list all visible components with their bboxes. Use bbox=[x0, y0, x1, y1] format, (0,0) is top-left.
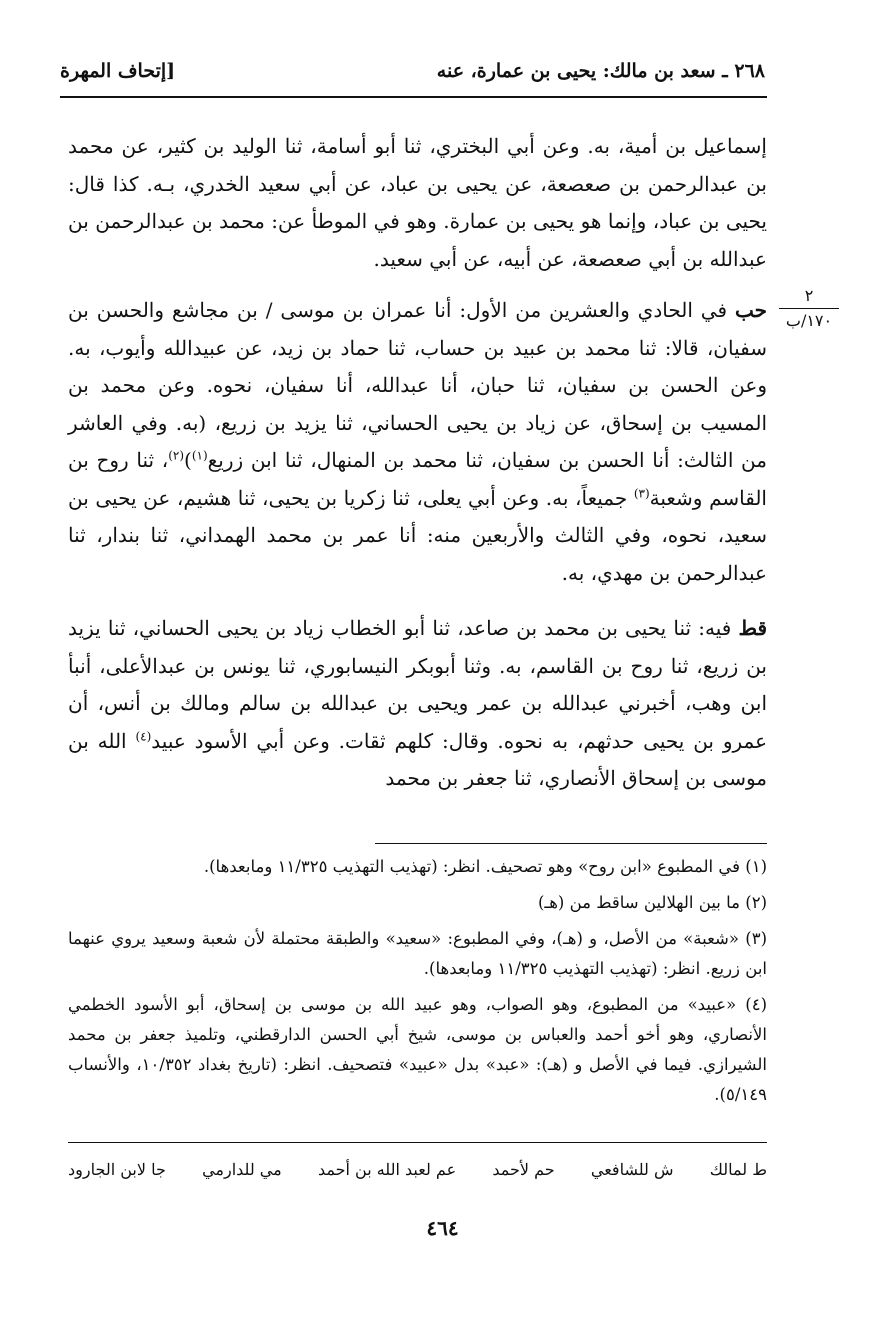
paren-close: ) bbox=[184, 448, 192, 472]
abbrev-item: ش للشافعي bbox=[590, 1160, 674, 1179]
paragraph-2-text-a: في الحادي والعشرين من الأول: أنا عمران بن موسى / بن مجاشع والحسن بن سفيان، قالا: ثنا محمد بن عبيد بن حساب، ثنا حماد بن زيد، عن عبيدالله وأيوب، به. وعن الحسن بن سفيان، ثنا حبان، أنا عبدالله، أنا سفيان، نحوه. وعن محمد بن المسيب بن إسحاق، عن زياد بن يحيى الحساني، ثنا يزيد بن زريع، (به. وفي العاشر من الثالث: أنا الحسن بن سفيان، ثنا محمد بن المنهال، ثنا ابن زريع bbox=[68, 298, 767, 472]
paragraph-3 bbox=[68, 610, 767, 798]
footnote-ref-4[interactable]: (٤) bbox=[135, 728, 152, 743]
abbreviations-legend bbox=[68, 1160, 767, 1179]
paragraph-2-text-c: جميعاً، به. وعن أبي يعلى، ثنا زكريا بن يحيى، ثنا هشيم، عن يحيى بن سعيد، نحوه، وفي الثالث والأربعين منه: أنا عمر بن محمد الهمداني، ثنا بندار، ثنا عبدالرحمن بن مهدي، به. bbox=[68, 485, 767, 585]
paragraph-2-text-b: ، ثنا روح بن القاسم وشعبة bbox=[68, 448, 767, 510]
footnote-ref-3[interactable]: (٣) bbox=[633, 485, 650, 500]
source-code-hb: حب bbox=[734, 298, 767, 322]
chapter-title: ٢٦٨ ـ سعد بن مالك: يحيى بن عمارة، عنه bbox=[436, 60, 765, 82]
footnote-ref-1[interactable]: (١) bbox=[191, 448, 208, 463]
manuscript-folio-note bbox=[779, 286, 839, 331]
footnote-rule bbox=[375, 843, 767, 844]
folio-note-line2: ١٧٠/ب bbox=[785, 311, 833, 330]
paragraph-2 bbox=[68, 292, 767, 592]
paragraph-1 bbox=[68, 128, 767, 278]
header-rule bbox=[60, 96, 767, 98]
book-title: [إتحاف المهرة bbox=[60, 60, 176, 82]
footnote-3: (٣) «شعبة» من الأصل، و (هـ)، وفي المطبوع: «سعيد» والطبقة محتملة لأن شعبة وسعيد يروي عنهما ابن زريع. انظر: (تهذيب التهذيب ١١/٣٢٥ ومابعدها). bbox=[68, 929, 767, 978]
abbrev-item: مي للدارمي bbox=[202, 1160, 282, 1179]
paragraph-3-text-b: الله بن موسى بن إسحاق الأنصاري، ثنا جعفر بن محمد bbox=[68, 728, 767, 790]
source-code-qt: قط bbox=[738, 616, 767, 640]
abbrev-item: جا لابن الجارود bbox=[68, 1160, 166, 1179]
abbrev-item: ط لمالك bbox=[709, 1160, 767, 1179]
page-number: ٤٦٤ bbox=[426, 1216, 459, 1240]
folio-note-line1: ٢ bbox=[779, 286, 839, 309]
running-header bbox=[60, 56, 765, 92]
footnote-4: (٤) «عبيد» من المطبوع، وهو الصواب، وهو عبيد الله بن موسى بن إسحاق، أبو الأسود الخطمي الأنصاري، وهو أخو أحمد والعباس بن موسى، شيخ أبي الحسن الدارقطني، وتلميذ جعفر بن محمد الشيرازي. فيما في الأصل و (هـ): «عبد» بدل «عبيد» فتصحيف. انظر: (تاريخ بغداد ١٠/٣٥٢، والأنساب ٥/١٤٩). bbox=[68, 995, 768, 1104]
footnote-1: (١) في المطبوع «ابن روح» وهو تصحيف. انظر: (تهذيب التهذيب ١١/٣٢٥ ومابعدها). bbox=[203, 857, 767, 876]
footnotes bbox=[68, 852, 767, 1116]
abbrev-item: عم لعبد الله بن أحمد bbox=[317, 1160, 457, 1179]
abbrev-item: حم لأحمد bbox=[492, 1160, 555, 1179]
paragraph-3-text-a: فيه: ثنا يحيى بن محمد بن صاعد، ثنا أبو الخطاب زياد بن يحيى الحساني، ثنا يزيد بن زريع، ثنا روح بن القاسم، به. وثنا أبوبكر النيسابوري، ثنا يونس بن عبدالأعلى، أنبأ ابن وهب، أخبرني عبدالله بن عمر ويحيى بن عبدالله بن سالم ومالك بن أنس، أن عمرو بن يحيى حدثهم، به نحوه. وقال: كلهم ثقات. وعن أبي الأسود عبيد bbox=[68, 616, 768, 753]
paragraph-1-text: إسماعيل بن أمية، به. وعن أبي البختري، ثنا أبو أسامة، ثنا الوليد بن كثير، عن محمد بن عبدالرحمن بن صعصعة، عن يحيى بن عباد، عن أبي سعيد الخدري، بـه. كذا قال: يحيى بن عباد، وإنما هو يحيى بن عمارة. وهو في الموطأ عن: محمد بن عبدالرحمن بن عبدالله بن أبي صعصعة، عن أبيه، عن أبي سعيد. bbox=[68, 134, 767, 271]
footnote-ref-2[interactable]: (٢) bbox=[168, 448, 185, 463]
abbreviations-rule bbox=[68, 1142, 767, 1143]
main-text bbox=[68, 128, 767, 812]
footnote-2: (٢) ما بين الهلالين ساقط من (هـ) bbox=[537, 893, 767, 912]
